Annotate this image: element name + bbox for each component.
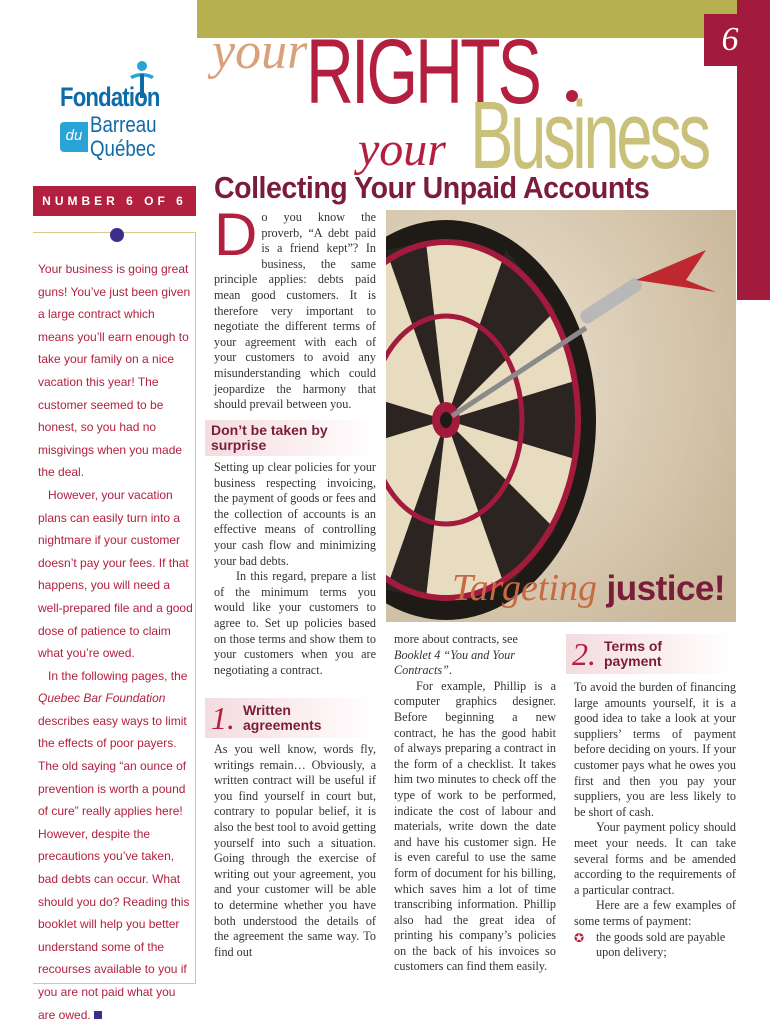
sidebar-paragraph-1: Your business is going great guns! You’ve just been given a large contract which means you’ll earn enough to take your family on a nice vacation this year! The customer seemed to be honest, so you had no misgivings when you made the deal. (38, 262, 191, 480)
terms-paragraph-2: Your payment policy should meet your needs. It can take several forms and be amended according to the requirements of a particular contract. (574, 820, 736, 897)
surprise-column (214, 460, 376, 678)
terms-paragraph-3: Here are a few examples of some terms of payment: (574, 898, 736, 928)
intro-paragraph (214, 201, 376, 413)
sidebar-foundation-name: Quebec Bar Foundation (38, 691, 166, 706)
terms-column (574, 680, 736, 961)
heading-surprise: Don’t be taken by surprise (205, 420, 377, 456)
written-paragraph-1: As you well know, words fly, writings remain… Obviously, a written contract will be useful if you find yourself in court but, contrary to popular belief, it is also the best tool to avoid getting yourself into such a situation. Going through the exercise of writing out your agreement, you and your customer will be able to determine whether you have both understood the details of the agreement the same way. To find out (214, 742, 376, 959)
title-business: Business (470, 82, 708, 189)
title-rights: RIGHTS (306, 21, 539, 123)
surprise-paragraph-1: Setting up clear policies for your business respecting invoicing, the payment of goods or fees and the collection of accounts is an effective means of controlling your cash flow and minimizing your bad debts. (214, 460, 376, 568)
sidebar-bullet-dot (110, 228, 124, 242)
middle-paragraph-1 (394, 632, 556, 679)
logo-fondation-text: Fondation (60, 82, 160, 112)
terms-bullet-1 (574, 930, 736, 961)
title-your-2: your (358, 123, 446, 176)
section-heading-written: Written agreements (243, 702, 322, 733)
issue-number-badge: 6 (704, 14, 756, 66)
logo-barreau-text: Barreau (90, 112, 157, 137)
middle-p1-end: . (448, 663, 452, 678)
middle-p1-start: more about contracts, see (394, 632, 518, 646)
sidebar-paragraph-2: However, your vacation plans can easily turn into a nightmare if your customer doesn’t pay your fees. If that happens, you will need a well-prepared file and a good dose of patience to claim what you’re owed. (38, 487, 193, 661)
drop-cap: D (214, 201, 258, 268)
end-mark-icon (94, 1011, 102, 1019)
targeting-justice-caption (452, 566, 725, 610)
sidebar-paragraph-3 (38, 665, 194, 1024)
middle-paragraph-2: For example, Phillip is a computer graphics designer. Before beginning a new contract, he has the good habit of always preparing a contract in the form of a checklist. It takes him two minutes to check off the type of work to be performed, indicate the cost of labour and materials, write down the date and have his customer sign. He is even careful to use the same form of document for his billing, which saves him a lot of time transcribing information. Phillip also had the great idea of printing his company’s policies on the back of his invoices so customers can find them easily. (394, 678, 556, 974)
surprise-paragraph-2: In this regard, prepare a list of the minimum terms you would like your customers to agree to. Set up policies based on those terms and show them to your customers when you are negotiating a contract. (214, 569, 376, 677)
written-column (214, 742, 376, 960)
caption-targeting: Targeting (452, 567, 598, 609)
logo-du-text: du (60, 122, 88, 152)
middle-column (394, 632, 556, 975)
logo-quebec-text: Québec (90, 136, 156, 161)
sidebar-p3-start: In the following pages, the (48, 668, 188, 683)
caption-justice: justice! (606, 569, 726, 608)
intro-text: o you know the proverb, “A debt paid is a friend kept”? In business, the same principle applies: debts paid mean good customers. It is therefore very important to negotiate the different terms of your agreement with each of your customers to avoid any misunderstanding which could jeopardize the harmony that should prevail between you. (214, 210, 376, 412)
issue-number-bar: NUMBER 6 OF 6 (33, 186, 196, 216)
star-bullet-icon: ✪ (574, 930, 585, 945)
title-your-1: your (212, 23, 308, 80)
terms-bullet-1-text: the goods sold are payable upon delivery; (596, 929, 726, 960)
booklet-reference: Booklet 4 “You and Your Contracts” (394, 647, 515, 678)
section-number-1: 1. (211, 699, 235, 736)
section-number-2: 2. (572, 635, 596, 672)
dartboard-illustration (386, 210, 736, 622)
terms-paragraph-1: To avoid the burden of financing large amounts yourself, it is a good idea to take a look at your suppliers’ terms of payment before deciding on yours. If your customer pays what he owes you first and then you pay your suppliers, you are less likely to be short of cash. (574, 680, 736, 819)
sidebar-p3-end: describes easy ways to limit the effects of poor payers. The old saying “an ounce of prevention is worth a pound of cure” really applies here! However, despite the precautions you’ve taken, bad debts can occur. What should you do? Reading this booklet will help you better understand some of the recourses available to you if you are not paid what you are owed. (38, 713, 190, 1022)
section-heading-terms: Terms of payment (604, 638, 663, 669)
dartboard-photo (386, 210, 736, 622)
foundation-logo (60, 60, 180, 170)
page-title: Collecting Your Unpaid Accounts (214, 170, 650, 205)
heading-terms-of-payment (566, 634, 736, 674)
sidebar-text (38, 258, 194, 1024)
heading-written-agreements (205, 698, 377, 738)
